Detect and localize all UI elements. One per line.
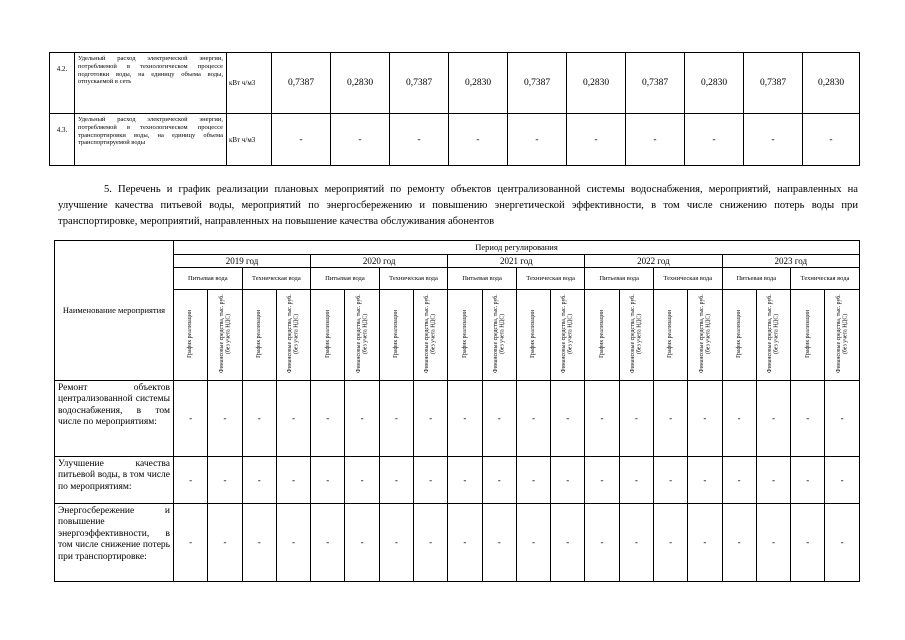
value-cell: 0,7387 xyxy=(626,53,685,114)
value-cell: - xyxy=(345,381,379,457)
finance-label: Финансовые средства, тыс. руб. (без учета НДС) xyxy=(492,294,506,374)
value-cell: 0,7387 xyxy=(272,53,331,114)
value-cell: - xyxy=(825,504,860,582)
value-cell: - xyxy=(482,504,516,582)
schedule-column-header xyxy=(311,290,345,381)
finance-label: Финансовые средства, тыс. руб. (без учета НДС) xyxy=(218,294,231,374)
unit: кВт ч/м3 xyxy=(227,114,272,166)
drinking-water-header: Питьевая вода xyxy=(311,268,380,290)
technical-water-header: Техническая вода xyxy=(653,268,722,290)
value-cell: - xyxy=(311,504,345,582)
value-cell: - xyxy=(653,457,687,504)
activity-name-header: Наименование мероприятия xyxy=(55,241,174,381)
period-header: Период регулирования xyxy=(174,241,860,255)
technical-water-header: Техническая вода xyxy=(379,268,448,290)
row-number: 4.3. xyxy=(50,114,75,166)
years-row xyxy=(55,255,860,268)
year-header: 2021 год xyxy=(448,255,585,268)
year-header: 2023 год xyxy=(722,255,859,268)
value-cell: - xyxy=(379,457,413,504)
schedule-column-header xyxy=(379,290,413,381)
value-cell: - xyxy=(619,457,653,504)
value-cell: - xyxy=(585,457,619,504)
value-cell: 0,2830 xyxy=(803,53,860,114)
year-header: 2020 год xyxy=(311,255,448,268)
value-cell: - xyxy=(174,504,208,582)
value-cell: - xyxy=(448,457,482,504)
finance-column-header xyxy=(482,290,516,381)
finance-column-header xyxy=(688,290,722,381)
value-cell: - xyxy=(331,114,390,166)
value-cell: 0,7387 xyxy=(390,53,449,114)
value-cell: - xyxy=(276,504,310,582)
value-cell: - xyxy=(413,381,447,457)
schedule-label: График реализации xyxy=(461,309,468,358)
header-row xyxy=(55,241,860,255)
value-cell: - xyxy=(791,381,825,457)
schedule-label: График реализации xyxy=(735,309,742,358)
value-cell: - xyxy=(276,381,310,457)
value-cell: - xyxy=(626,114,685,166)
indicators-table xyxy=(49,52,860,166)
value-cell: - xyxy=(516,381,550,457)
schedule-label: График реализации xyxy=(804,309,811,358)
value-cell: - xyxy=(390,114,449,166)
value-cell: 0,2830 xyxy=(567,53,626,114)
value-cell: - xyxy=(276,457,310,504)
value-cell: 0,2830 xyxy=(449,53,508,114)
finance-column-header xyxy=(756,290,790,381)
schedule-label: График реализации xyxy=(187,309,194,358)
schedule-label: График реализации xyxy=(598,309,605,358)
technical-water-header: Техническая вода xyxy=(242,268,311,290)
value-cell: - xyxy=(449,114,508,166)
schedule-label: График реализации xyxy=(393,309,400,358)
value-cell: 0,2830 xyxy=(685,53,744,114)
value-cell: - xyxy=(619,504,653,582)
finance-column-header xyxy=(619,290,653,381)
schedule-label: График реализации xyxy=(324,309,331,358)
schedule-column-header xyxy=(653,290,687,381)
schedule-column-header xyxy=(516,290,550,381)
value-cell: - xyxy=(448,504,482,582)
table-row xyxy=(55,381,860,457)
value-cell: - xyxy=(208,504,242,582)
drinking-water-header: Питьевая вода xyxy=(585,268,654,290)
activity-name: Ремонт объектов централизованной системы водоснабжения, в том числе по мероприятиям: xyxy=(55,381,174,457)
year-header: 2019 год xyxy=(174,255,311,268)
value-cell: - xyxy=(482,457,516,504)
technical-water-header: Техническая вода xyxy=(516,268,585,290)
finance-column-header xyxy=(825,290,860,381)
water-type-row xyxy=(55,268,860,290)
value-cell: - xyxy=(653,504,687,582)
value-cell: - xyxy=(551,504,585,582)
value-cell: - xyxy=(756,381,790,457)
value-cell: - xyxy=(791,504,825,582)
activity-name: Энергосбережение и повышение энергоэффективности, в том числе снижение потерь при транспортировке: xyxy=(55,504,174,582)
finance-column-header xyxy=(345,290,379,381)
value-cell: - xyxy=(688,504,722,582)
value-cell: - xyxy=(174,381,208,457)
value-cell: - xyxy=(208,457,242,504)
value-cell: - xyxy=(379,381,413,457)
drinking-water-header: Питьевая вода xyxy=(722,268,791,290)
schedule-column-header xyxy=(722,290,756,381)
value-cell: - xyxy=(345,457,379,504)
value-cell: - xyxy=(508,114,567,166)
activities-table xyxy=(54,240,860,582)
schedule-column-header xyxy=(174,290,208,381)
value-cell: - xyxy=(825,457,860,504)
value-cell: - xyxy=(208,381,242,457)
value-cell: - xyxy=(174,457,208,504)
value-cell: - xyxy=(825,381,860,457)
value-cell: - xyxy=(756,457,790,504)
table-row xyxy=(50,53,860,114)
value-cell: - xyxy=(619,381,653,457)
value-cell: - xyxy=(585,504,619,582)
value-cell: - xyxy=(585,381,619,457)
value-cell: - xyxy=(516,504,550,582)
value-cell: - xyxy=(413,457,447,504)
finance-label: Финансовые средства, тыс. руб. (без учета НДС) xyxy=(561,294,574,374)
unit: кВт ч/м3 xyxy=(227,53,272,114)
schedule-column-header xyxy=(585,290,619,381)
indicator-description: Удельный расход электрической энергии, потребляемой в технологическом процессе транспортировки воды, на единицу объема транспортируемой воды xyxy=(75,114,227,166)
value-cell: - xyxy=(685,114,744,166)
value-cell: - xyxy=(551,381,585,457)
schedule-column-header xyxy=(448,290,482,381)
schedule-column-header xyxy=(791,290,825,381)
technical-water-header: Техническая вода xyxy=(791,268,860,290)
value-cell: - xyxy=(791,457,825,504)
drinking-water-header: Питьевая вода xyxy=(174,268,243,290)
schedule-column-header xyxy=(242,290,276,381)
value-cell: - xyxy=(688,381,722,457)
finance-label: Финансовые средства, тыс. руб. (без учета НДС) xyxy=(424,294,437,374)
value-cell: - xyxy=(379,504,413,582)
finance-column-header xyxy=(551,290,585,381)
value-cell: - xyxy=(567,114,626,166)
value-cell: - xyxy=(516,457,550,504)
value-cell: - xyxy=(722,457,756,504)
drinking-water-header: Питьевая вода xyxy=(448,268,517,290)
value-cell: - xyxy=(311,381,345,457)
value-cell: 0,7387 xyxy=(744,53,803,114)
finance-column-header xyxy=(276,290,310,381)
section-heading: 5. Перечень и график реализации плановых мероприятий по ремонту объектов централизованной системы водоснабжения, мероприятий, направленных на улучшение качества питьевой воды, мероприятий по энергосбережению и повышению энергетической эффективности, в том числе снижению потерь воды при транспортировке, мероприятий, направленных на повышение качества обслуживания абонентов xyxy=(58,184,858,227)
table-row xyxy=(55,504,860,582)
table-row xyxy=(50,114,860,166)
value-cell: - xyxy=(756,504,790,582)
value-cell: - xyxy=(688,457,722,504)
finance-label: Финансовые средства, тыс. руб. (без учета НДС) xyxy=(629,294,643,374)
value-cell: - xyxy=(242,504,276,582)
value-cell: - xyxy=(551,457,585,504)
value-cell: - xyxy=(272,114,331,166)
value-cell: 0,2830 xyxy=(331,53,390,114)
finance-column-header xyxy=(208,290,242,381)
value-cell: 0,7387 xyxy=(508,53,567,114)
column-header-row xyxy=(55,290,860,381)
value-cell: - xyxy=(448,381,482,457)
value-cell: - xyxy=(722,504,756,582)
value-cell: - xyxy=(345,504,379,582)
finance-column-header xyxy=(413,290,447,381)
finance-label: Финансовые средства, тыс. руб. (без учета НДС) xyxy=(287,294,300,374)
finance-label: Финансовые средства, тыс. руб. (без учета НДС) xyxy=(355,294,369,374)
year-header: 2022 год xyxy=(585,255,722,268)
value-cell: - xyxy=(311,457,345,504)
value-cell: - xyxy=(653,381,687,457)
activity-name: Улучшение качества питьевой воды, в том числе по мероприятиям: xyxy=(55,457,174,504)
value-cell: - xyxy=(242,457,276,504)
value-cell: - xyxy=(413,504,447,582)
finance-label: Финансовые средства, тыс. руб. (без учета НДС) xyxy=(835,294,849,374)
value-cell: - xyxy=(722,381,756,457)
schedule-label: График реализации xyxy=(667,309,674,358)
table-row xyxy=(55,457,860,504)
schedule-label: График реализации xyxy=(256,309,263,358)
value-cell: - xyxy=(242,381,276,457)
finance-label: Финансовые средства, тыс. руб. (без учета НДС) xyxy=(698,294,711,374)
indicator-description: Удельный расход электрической энергии, потребляемой в технологическом процессе подготовки воды, на единицу объема воды, отпускаемой в сеть xyxy=(75,53,227,114)
value-cell: - xyxy=(803,114,860,166)
finance-label: Финансовые средства, тыс. руб. (без учета НДС) xyxy=(767,294,780,374)
value-cell: - xyxy=(482,381,516,457)
schedule-label: График реализации xyxy=(530,309,537,358)
value-cell: - xyxy=(744,114,803,166)
row-number: 4.2. xyxy=(50,53,75,114)
